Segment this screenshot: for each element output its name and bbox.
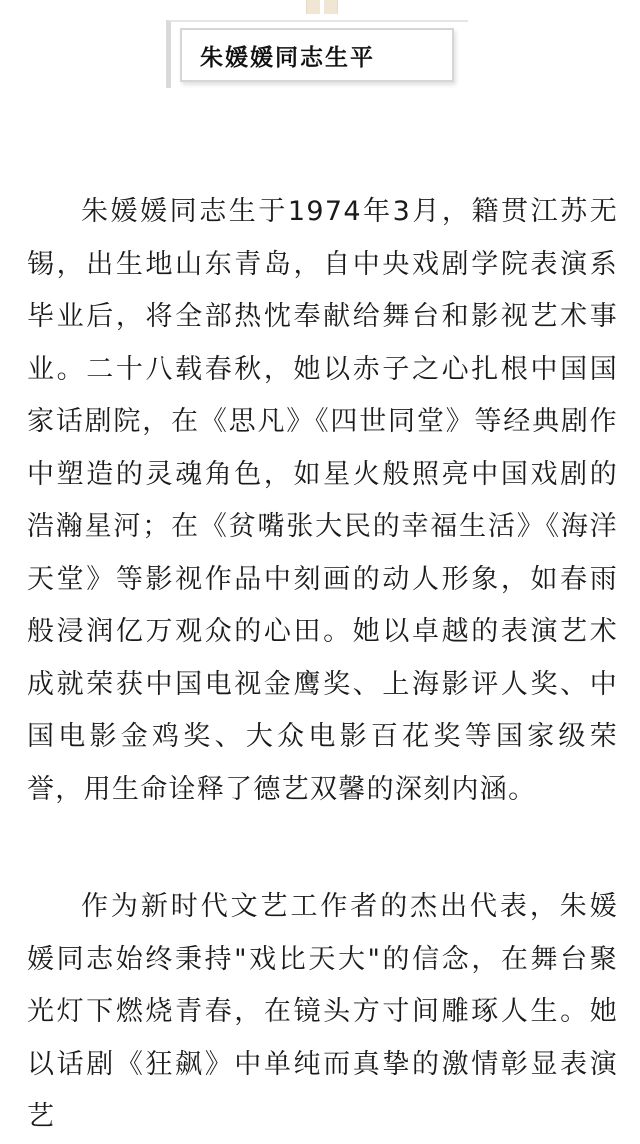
article-body: [0, 186, 640, 1144]
top-decorative-tab: [306, 0, 338, 14]
title-box: [180, 28, 454, 82]
paragraph-1: 朱媛媛同志生于1974年3月，籍贯江苏无锡，出生地山东青岛，自中央戏剧学院表演系毕业后，将全部热忱奉献给舞台和影视艺术事业。二十八载春秋，她以赤子之心扎根中国国家话剧院，在《思凡》《四世同堂》等经典剧作中塑造的灵魂角色，如星火般照亮中国戏剧的浩瀚星河；在《贫嘴张大民的幸福生活》《海洋天堂》等影视作品中刻画的动人形象，如春雨般浸润亿万观众的心田。她以卓越的表演艺术成就荣获中国电视金鹰奖、上海影评人奖、中国电影金鸡奖、大众电影百花奖等国家级荣誉，用生命诠释了德艺双馨的深刻内涵。: [27, 196, 618, 805]
paragraph-2: 作为新时代文艺工作者的杰出代表，朱媛媛同志始终秉持"戏比天大"的信念，在舞台聚光灯下燃烧青春，在镜头方寸间雕琢人生。她以话剧《狂飙》中单纯而真挚的激情彰显表演艺: [27, 891, 618, 1132]
page-title: 朱媛媛同志生平: [200, 44, 375, 71]
